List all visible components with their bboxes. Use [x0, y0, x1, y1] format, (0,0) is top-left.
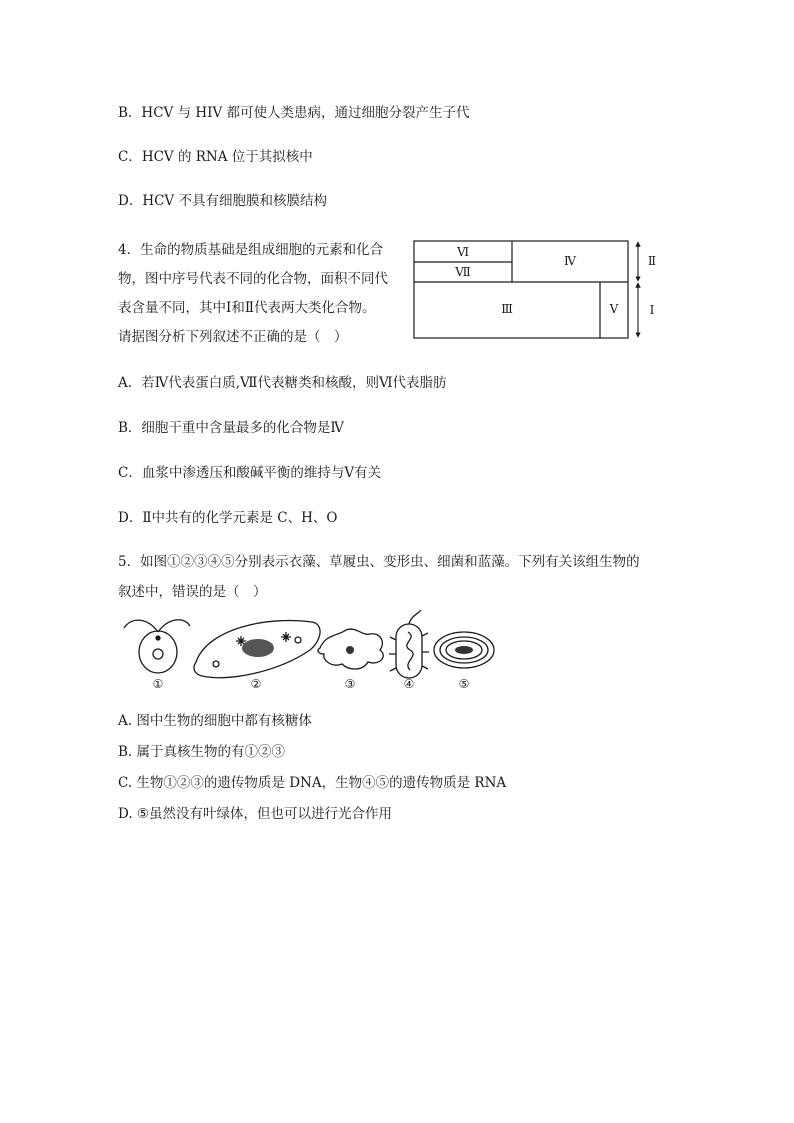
q3-option-c: C．HCV 的 RNA 位于其拟核中 — [118, 149, 313, 165]
label-iv: Ⅳ — [564, 254, 576, 268]
figure-label-2: ② — [250, 677, 262, 691]
paramecium-drawing — [194, 621, 320, 678]
q5-option-a: A. 图中生物的细胞中都有核糖体 — [118, 713, 312, 729]
diagram-outer-box — [414, 241, 628, 338]
figure-label-4: ④ — [403, 677, 415, 691]
label-vi: Ⅵ — [456, 245, 470, 259]
q3-option-d: D．HCV 不具有细胞膜和核膜结构 — [118, 193, 327, 209]
figure-label-5: ⑤ — [458, 677, 470, 691]
organisms-figure — [118, 610, 498, 692]
q5-option-d: D. ⑤虽然没有叶绿体，但也可以进行光合作用 — [118, 806, 393, 822]
q4-option-c: C．血浆中渗透压和酸碱平衡的维持与Ⅴ有关 — [118, 465, 382, 481]
chlamydomonas-drawing — [124, 620, 190, 673]
q4-stem-line-3: 表含量不同，其中Ⅰ和Ⅱ代表两大类化合物。 — [118, 300, 376, 316]
q4-option-a: A．若Ⅳ代表蛋白质,Ⅶ代表糖类和核酸，则Ⅵ代表脂肪 — [118, 375, 447, 391]
compound-area-diagram — [412, 240, 662, 340]
q5-option-c: C. 生物①②③的遗传物质是 DNA，生物④⑤的遗传物质是 RNA — [118, 775, 507, 791]
q4-stem-line-4: 请据图分析下列叙述不正确的是（ ） — [118, 329, 348, 345]
label-ii: Ⅱ — [647, 254, 657, 268]
q5-option-b: B. 属于真核生物的有①②③ — [118, 744, 286, 760]
amoeba-drawing — [318, 629, 383, 669]
q4-option-b: B．细胞干重中含量最多的化合物是Ⅳ — [118, 420, 344, 436]
q5-stem-line-1: 5．如图①②③④⑤分别表示衣藻、草履虫、变形虫、细菌和蓝藻。下列有关该组生物的 — [118, 554, 640, 570]
q4-stem-line-2: 物，图中序号代表不同的化合物，面积不同代 — [118, 271, 388, 287]
q3-option-b: B．HCV 与 HIV 都可使人类患病，通过细胞分裂产生子代 — [118, 105, 470, 121]
figure-label-3: ③ — [344, 677, 356, 691]
label-vii: Ⅶ — [455, 265, 471, 279]
q4-option-d: D．Ⅱ中共有的化学元素是 C、H、O — [118, 510, 338, 526]
label-v: Ⅴ — [609, 302, 619, 316]
q4-stem-line-1: 4．生命的物质基础是组成细胞的元素和化合 — [118, 242, 384, 258]
cyanobacterium-drawing — [434, 632, 494, 668]
figure-label-1: ① — [152, 677, 164, 691]
label-i: Ⅰ — [649, 303, 655, 317]
q4-stem — [118, 236, 403, 352]
bacterium-drawing — [389, 610, 429, 678]
q5-stem-line-2: 叙述中，错误的是（ ） — [118, 584, 267, 600]
label-iii: Ⅲ — [501, 302, 513, 316]
